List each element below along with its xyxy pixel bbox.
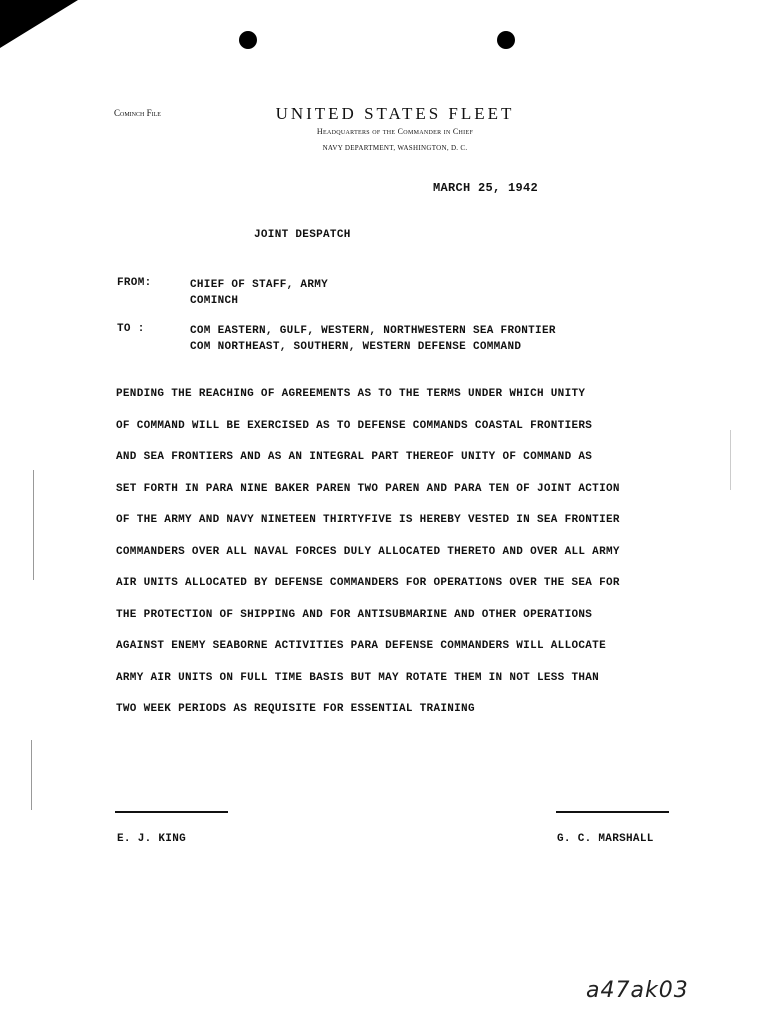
from-line: CHIEF OF STAFF, ARMY	[190, 279, 329, 291]
scan-corner-mark	[0, 0, 78, 48]
letterhead-title: UNITED STATES FLEET	[275, 104, 515, 123]
signature-line-left	[115, 811, 228, 813]
margin-mark	[730, 430, 731, 490]
body-line: COMMANDERS OVER ALL NAVAL FORCES DULY ALLOCATED THERETO AND OVER ALL ARMY	[116, 545, 620, 558]
body-line: AND SEA FRONTIERS AND AS AN INTEGRAL PART THEREOF UNITY OF COMMAND AS	[116, 451, 593, 463]
punch-hole-right	[497, 31, 515, 49]
signature-king: E. J. KING	[117, 833, 187, 845]
handwritten-archive-number: a47ak03	[586, 978, 689, 1003]
body-line: TWO WEEK PERIODS AS REQUISITE FOR ESSENTIAL TRAINING	[116, 703, 475, 715]
file-label: Cominch File	[114, 108, 161, 118]
to-line: COM EASTERN, GULF, WESTERN, NORTHWESTERN SEA FRONTIER	[190, 325, 556, 337]
body-line: AIR UNITS ALLOCATED BY DEFENSE COMMANDERS FOR OPERATIONS OVER THE SEA FOR	[116, 577, 620, 589]
to-line: COM NORTHEAST, SOUTHERN, WESTERN DEFENSE COMMAND	[190, 341, 522, 353]
despatch-body	[116, 388, 706, 735]
from-line: COMINCH	[190, 295, 239, 307]
body-line: OF THE ARMY AND NAVY NINETEEN THIRTYFIVE IS HEREBY VESTED IN SEA FRONTIER	[116, 514, 620, 526]
from-value	[190, 277, 328, 309]
despatch-title: JOINT DESPATCH	[254, 229, 351, 241]
margin-mark	[31, 740, 32, 810]
signature-line-right	[556, 811, 669, 813]
body-line: AGAINST ENEMY SEABORNE ACTIVITIES PARA DEFENSE COMMANDERS WILL ALLOCATE	[116, 640, 606, 652]
margin-mark	[33, 470, 34, 580]
body-line: OF COMMAND WILL BE EXERCISED AS TO DEFENSE COMMANDS COASTAL FRONTIERS	[116, 419, 593, 432]
from-label: FROM:	[117, 277, 152, 289]
body-line: PENDING THE REACHING OF AGREEMENTS AS TO THE TERMS UNDER WHICH UNITY	[116, 388, 586, 400]
signature-marshall: G. C. MARSHALL	[557, 833, 654, 845]
punch-hole-left	[239, 31, 257, 49]
letterhead-subtitle: Headquarters of the Commander in Chief	[316, 127, 474, 136]
body-line: ARMY AIR UNITS ON FULL TIME BASIS BUT MAY ROTATE THEM IN NOT LESS THAN	[116, 671, 600, 684]
body-line: THE PROTECTION OF SHIPPING AND FOR ANTISUBMARINE AND OTHER OPERATIONS	[116, 608, 593, 621]
document-date: MARCH 25, 1942	[433, 181, 539, 195]
letterhead-address: NAVY DEPARTMENT, WASHINGTON, D. C.	[322, 144, 468, 152]
to-label: TO :	[117, 323, 145, 335]
body-line: SET FORTH IN PARA NINE BAKER PAREN TWO PAREN AND PARA TEN OF JOINT ACTION	[116, 482, 620, 495]
to-value	[190, 323, 556, 355]
